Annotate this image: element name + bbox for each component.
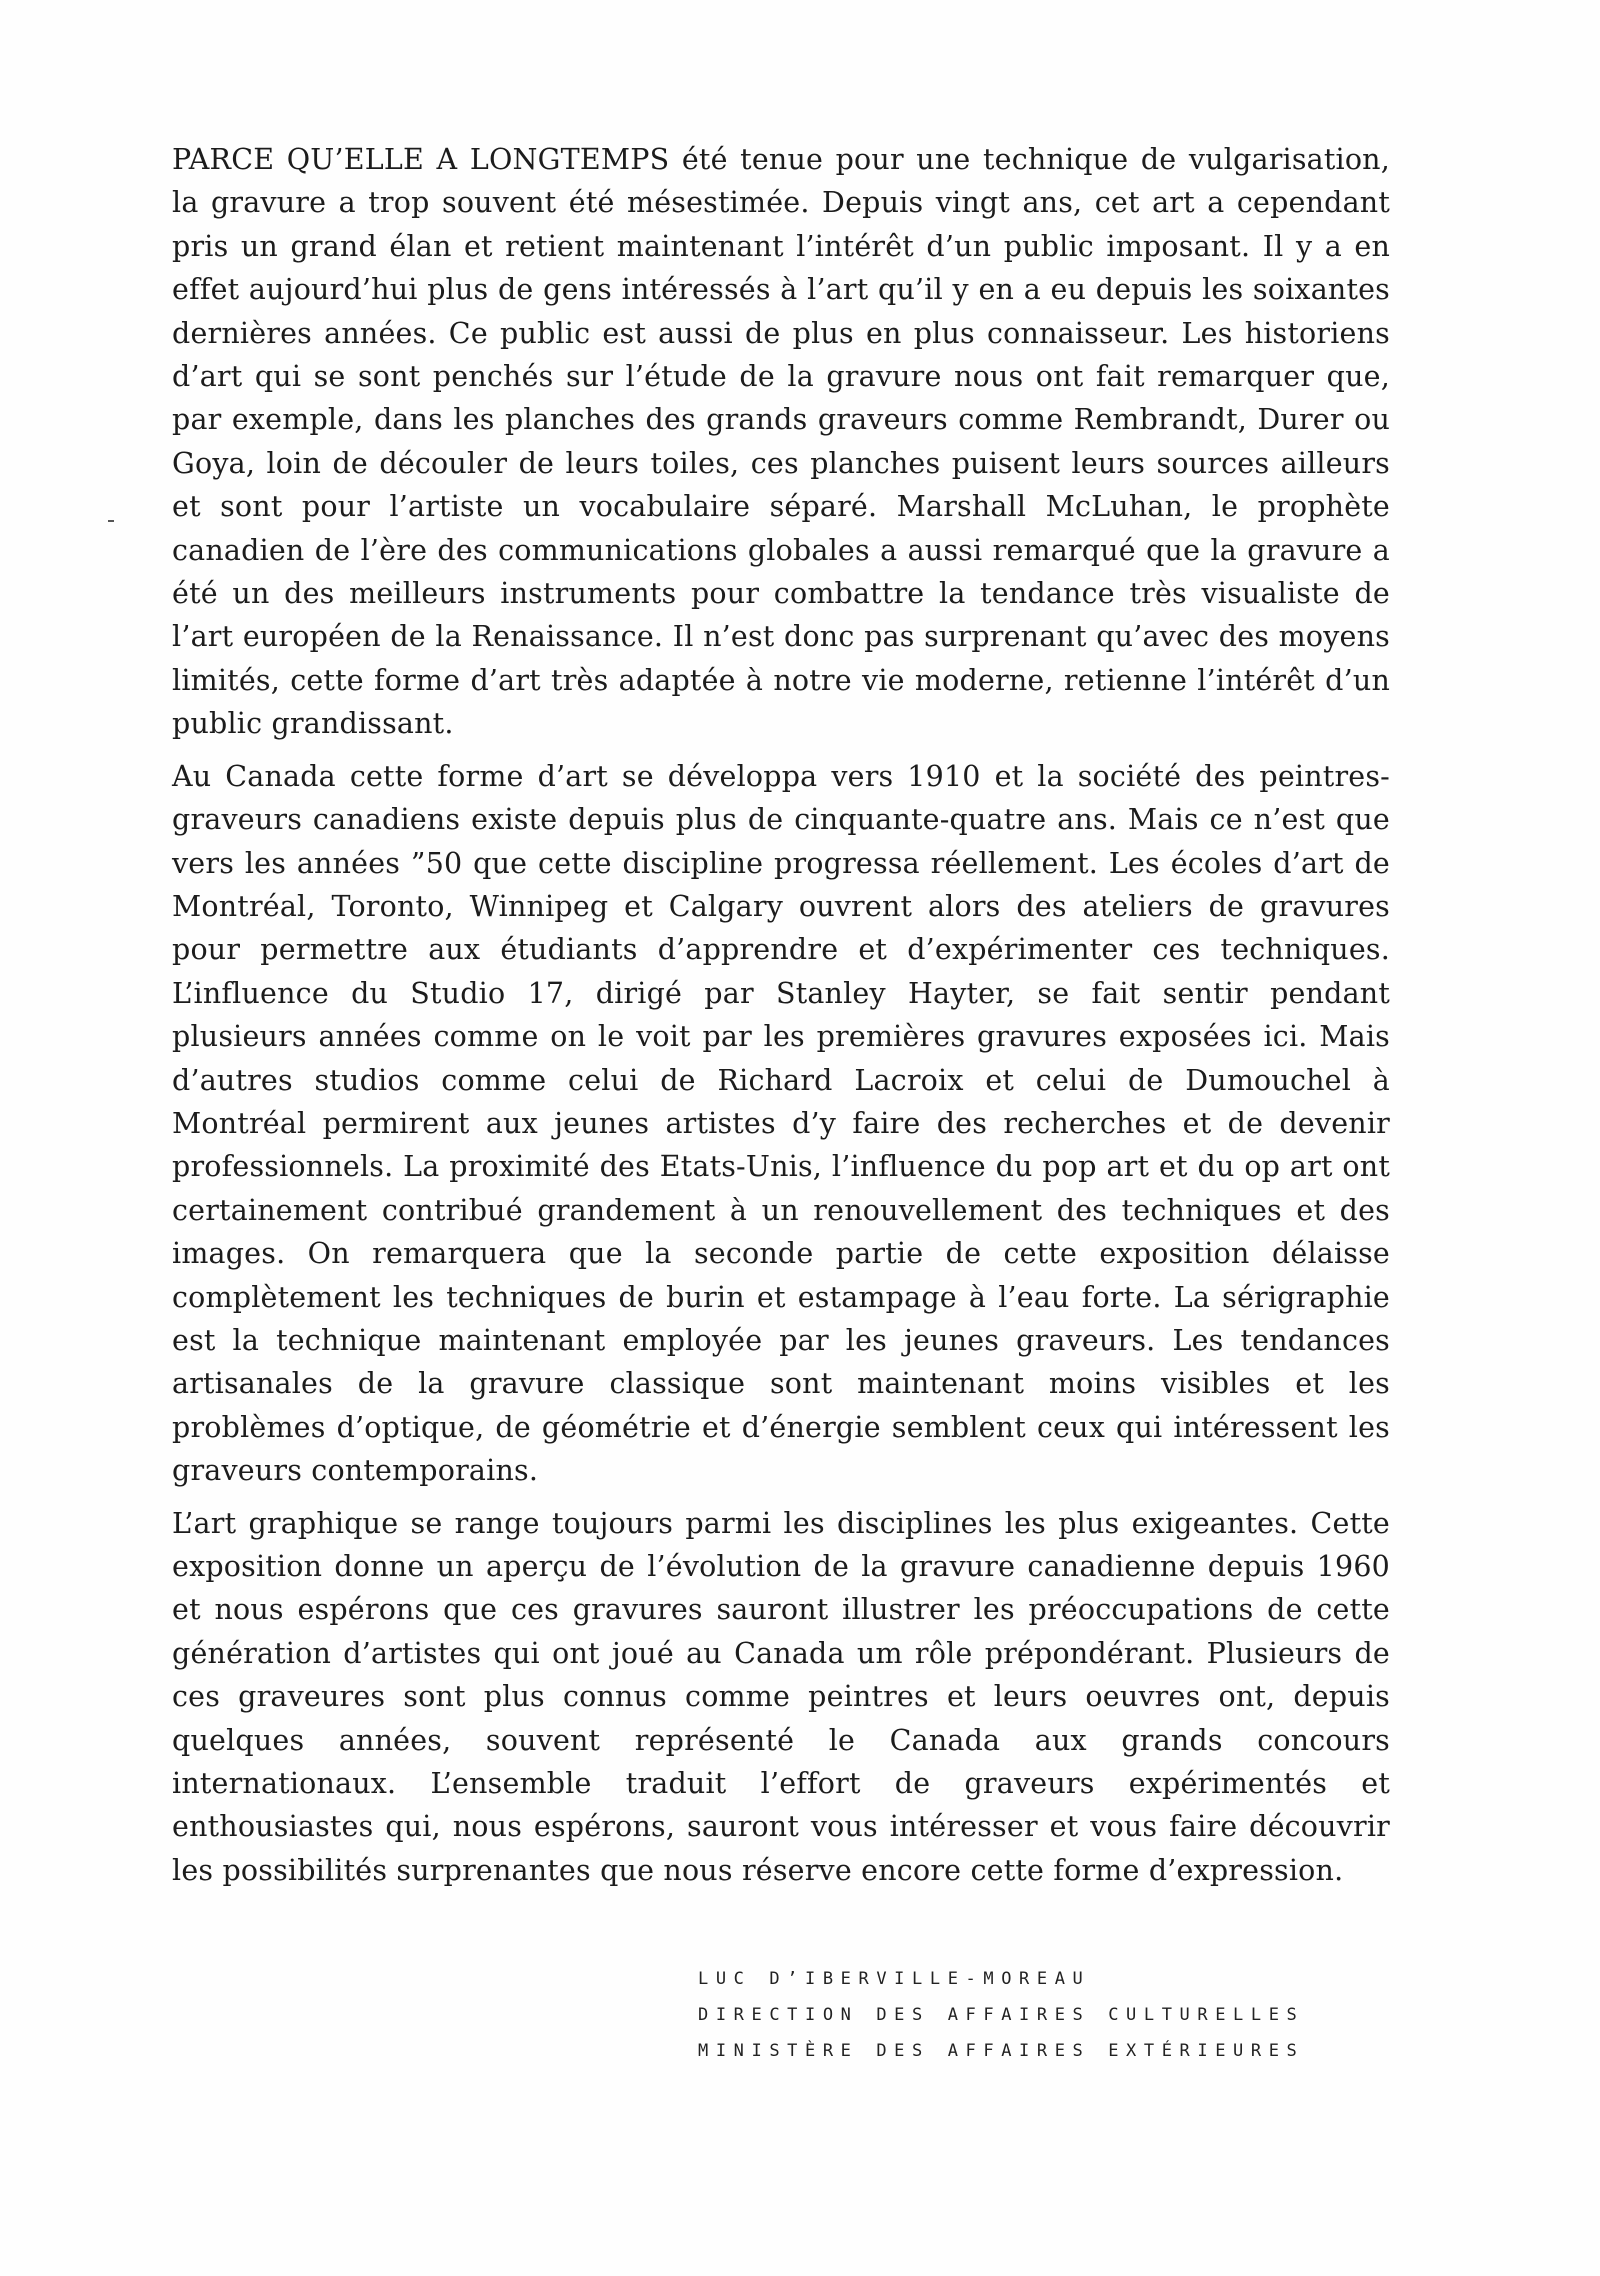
scan-speck <box>108 520 114 522</box>
paragraph-intro: PARCE QU’ELLE A LONGTEMPS été tenue pour une technique de vulgarisation, la gravure a trop souvent été mésestimée. Depuis vingt ans, cet art a cependant pris un grand élan et retient maintenant l’intérêt d’un public imposant. Il y a en effet aujourd’hui plus de gens intéressés à l’art qu’il y en a eu depuis les soixantes dernières années. Ce public est aussi de plus en plus connaisseur. Les historiens d’art qui se sont penchés sur l’étude de la gravure nous ont fait remarquer que, par exemple, dans les planches des grands graveurs comme Rembrandt, Durer ou Goya, loin de découler de leurs toiles, ces planches puisent leurs sources ailleurs et sont pour l’artiste un vocabulaire séparé. Marshall McLuhan, le prophète canadien de l’ère des communications globales a aussi remarqué que la gravure a été un des meilleurs instruments pour combattre la tendance très visualiste de l’art européen de la Renaissance. Il n’est donc pas surprenant qu’avec des moyens limités, cette forme d’art très adaptée à notre vie moderne, retienne l’intérêt d’un public grandissant. <box>172 143 1390 741</box>
signature-ministry: MINISTÈRE DES AFFAIRES EXTÉRIEURES <box>698 2041 1305 2061</box>
paragraph-canada-history: Au Canada cette forme d’art se développa vers 1910 et la société des peintres-graveurs canadiens existe depuis plus de cinquante-quatre ans. Mais ce n’est que vers les années ”50 que cette discipline progressa réellement. Les écoles d’art de Montréal, Toronto, Winnipeg et Calgary ouvrent alors des ateliers de gravures pour permettre aux étudiants d’apprendre et d’expérimenter ces techniques. L’influence du Studio 17, dirigé par Stanley Hayter, se fait sentir pendant plusieurs années comme on le voit par les premières gravures exposées ici. Mais d’autres studios comme celui de Richard Lacroix et celui de Dumouchel à Montréal permirent aux jeunes artistes d’y faire des recherches et de devenir professionnels. La proximité des Etats-Unis, l’influence du pop art et du op art ont certainement contribué grandement à un renouvellement des techniques et des images. On remarquera que la seconde partie de cette exposition délaisse complètement les techniques de burin et estampage à l’eau forte. La sérigraphie est la technique maintenant employée par les jeunes graveurs. Les tendances artisanales de la gravure classique sont maintenant moins visibles et les problèmes d’optique, de géométrie et d’énergie semblent ceux qui intéressent les graveurs contemporains. <box>172 759 1390 1488</box>
signature-block <box>698 1961 1304 2069</box>
signature-name: LUC D’IBERVILLE-MOREAU <box>698 1969 1091 1989</box>
paragraph-conclusion: L’art graphique se range toujours parmi les disciplines les plus exigeantes. Cette exposition donne un aperçu de l’évolution de la gravure canadienne depuis 1960 et nous espérons que ces gravures sauront illustrer les préoccupations de cette génération d’artistes qui ont joué au Canada um rôle prépondérant. Plusieurs de ces graveures sont plus connus comme peintres et leurs oeuvres ont, depuis quelques années, souvent représenté le Canada aux grands concours internationaux. L’ensemble traduit l’effort de graveurs expérimentés et enthousiastes qui, nous espérons, sauront vous intéresser et vous faire découvrir les possibilités surprenantes que nous réserve encore cette forme d’expression. <box>172 1506 1390 1887</box>
signature-department: DIRECTION DES AFFAIRES CULTURELLES <box>698 2005 1305 2025</box>
body-text <box>172 138 1390 1901</box>
